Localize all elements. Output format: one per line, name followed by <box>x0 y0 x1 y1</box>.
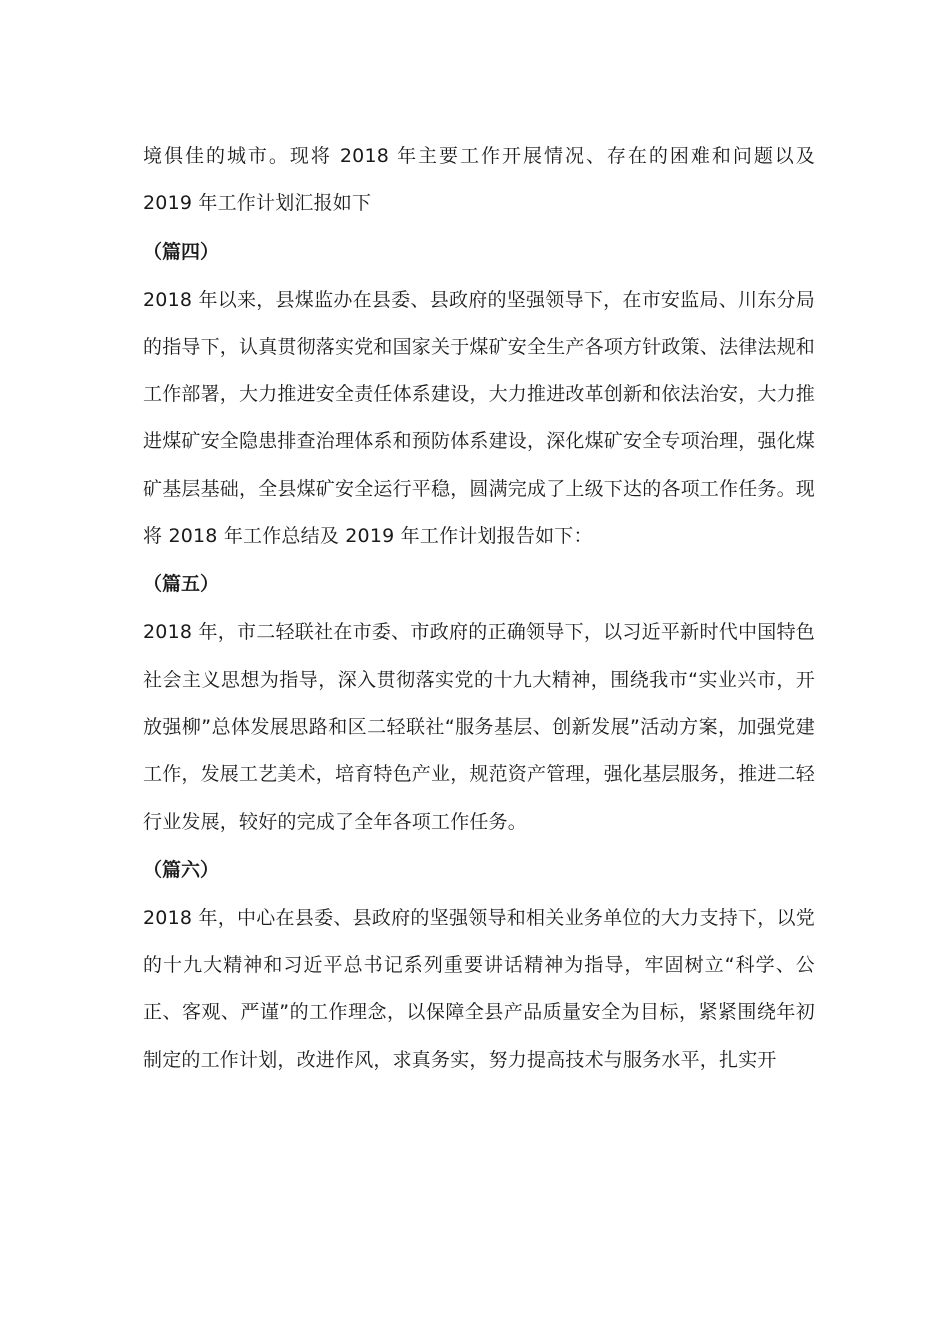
paragraph-section-6: 2018 年，中心在县委、县政府的坚强领导和相关业务单位的大力支持下，以党的十九大精神和习近平总书记系列重要讲话精神为指导，牢固树立“科学、公正、客观、严谨”的工作理念，以保障全县产品质量安全为目标，紧紧围绕年初制定的工作计划，改进作风，求真务实，努力提高技术与服务水平，扎实开 <box>143 906 815 1071</box>
section-heading-4: （篇四） <box>143 240 220 263</box>
section-heading-5: （篇五） <box>143 573 220 596</box>
document-body <box>143 133 815 1084</box>
paragraph-intro: 境俱佳的城市。现将 2018 年主要工作开展情况、存在的困难和问题以及 2019 年工作计划汇报如下 <box>143 145 815 215</box>
section-heading-6: （篇六） <box>143 858 220 881</box>
paragraph-section-5: 2018 年，市二轻联社在市委、市政府的正确领导下，以习近平新时代中国特色社会主义思想为指导，深入贯彻落实党的十九大精神，围绕我市“实业兴市，开放强柳”总体发展思路和区二轻联社“服务基层、创新发展”活动方案，加强党建工作，发展工艺美术，培育特色产业，规范资产管理，强化基层服务，推进二轻行业发展，较好的完成了全年各项工作任务。 <box>143 621 816 833</box>
paragraph-section-4: 2018 年以来，县煤监办在县委、县政府的坚强领导下，在市安监局、川东分局的指导下，认真贯彻落实党和国家关于煤矿安全生产各项方针政策、法律法规和工作部署，大力推进安全责任体系建设，大力推进改革创新和依法治安，大力推进煤矿安全隐患排查治理体系和预防体系建设，深化煤矿安全专项治理，强化煤矿基层基础，全县煤矿安全运行平稳，圆满完成了上级下达的各项工作任务。现将 2018 年工作总结及 2019 年工作计划报告如下： <box>143 288 816 548</box>
